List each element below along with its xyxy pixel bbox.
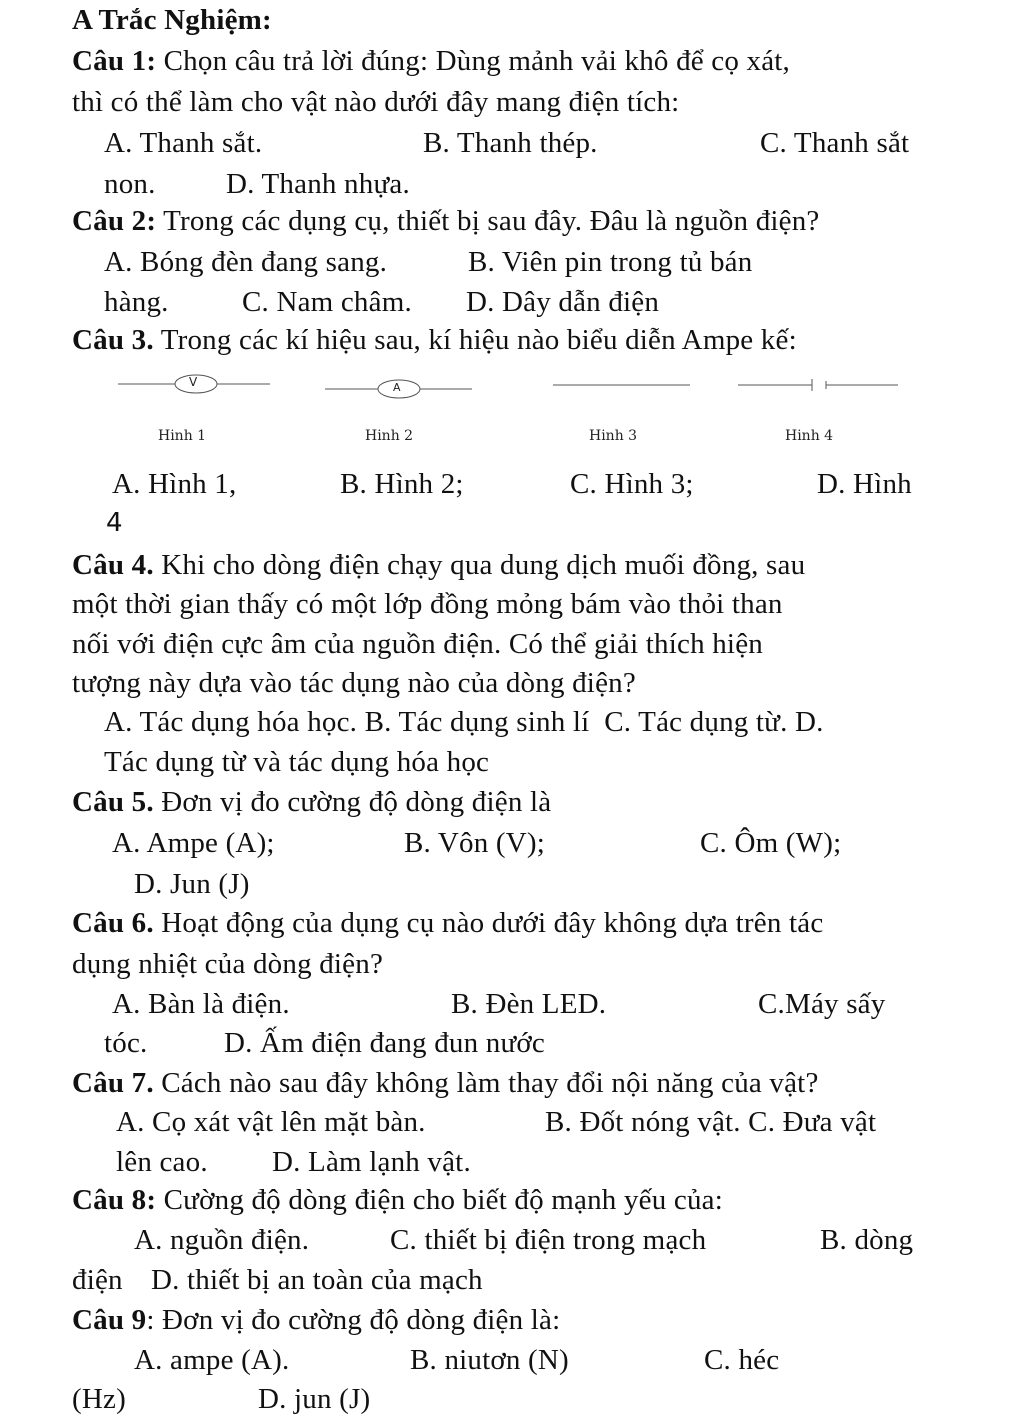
option-b: B. Viên pin trong tủ bán: [468, 246, 753, 278]
option-a: A. nguồn điện.: [134, 1224, 310, 1256]
options-line: D. Làm lạnh vật.: [272, 1146, 471, 1178]
question-8: Câu 8: Cường độ dòng điện cho biết độ mạnh yếu của:: [72, 1184, 723, 1216]
figure-caption: Hinh 2: [365, 428, 414, 444]
figure-caption: Hinh 4: [785, 428, 834, 444]
question-text: thì có thể làm cho vật nào dưới đây mang điện tích:: [72, 86, 680, 118]
option-c: C. Thanh sắt: [760, 127, 910, 159]
options-line: lên cao.: [116, 1146, 208, 1178]
option-c-cont: non.: [104, 168, 156, 200]
option-d: D. Hình: [817, 468, 912, 500]
question-label: Câu 8:: [72, 1184, 157, 1216]
option-c: C. Ôm (W);: [700, 827, 842, 859]
option-d: D. Ấm điện đang đun nước: [224, 1027, 545, 1059]
option-b: B. Đèn LED.: [451, 988, 607, 1020]
figure-4-battery: [738, 379, 898, 391]
option-b: B. dòng: [820, 1224, 914, 1256]
option-b: B. Thanh thép.: [423, 127, 598, 159]
option-d: D. Dây dẫn điện: [466, 286, 660, 318]
options-line: A. Tác dụng hóa học. B. Tác dụng sinh lí C. Tác dụng từ. D.: [104, 706, 824, 738]
option-a: A. ampe (A).: [134, 1344, 290, 1376]
question-text: nối với điện cực âm của nguồn điện. Có thể giải thích hiện: [72, 628, 763, 660]
option-d-cont: 4: [106, 508, 123, 538]
option-c-cont: (Hz): [72, 1383, 126, 1415]
question-label: Câu 2:: [72, 205, 157, 237]
question-3: Câu 3. Trong các kí hiệu sau, kí hiệu nào biểu diễn Ampe kế:: [72, 324, 797, 356]
option-d: D. Thanh nhựa.: [226, 168, 410, 200]
question-7: Câu 7. Cách nào sau đây không làm thay đổi nội năng của vật?: [72, 1067, 819, 1099]
option-b: B. Vôn (V);: [404, 827, 546, 859]
question-5: Câu 5. Đơn vị đo cường độ dòng điện là: [72, 786, 552, 818]
question-label: Câu 4.: [72, 549, 154, 581]
options-line: B. Đốt nóng vật. C. Đưa vật: [545, 1106, 877, 1138]
option-b: B. Hình 2;: [340, 468, 464, 500]
option-a: A. Hình 1,: [112, 468, 237, 500]
option-d: D. thiết bị an toàn của mạch: [151, 1264, 483, 1296]
option-d: D. jun (J): [258, 1383, 371, 1415]
question-label: Câu 9: [72, 1304, 147, 1336]
question-text: dụng nhiệt của dòng điện?: [72, 948, 384, 980]
option-c: C. thiết bị điện trong mạch: [390, 1224, 707, 1256]
option-a: A. Ampe (A);: [112, 827, 275, 859]
option-c: C. Hình 3;: [570, 468, 694, 500]
option-c-cont: tóc.: [104, 1027, 148, 1059]
option-b-cont: điện: [72, 1264, 123, 1296]
question-9: Câu 9: Đơn vị đo cường độ dòng điện là:: [72, 1304, 561, 1336]
option-a: A. Bàn là điện.: [112, 988, 290, 1020]
options-line: A. Cọ xát vật lên mặt bàn.: [116, 1106, 426, 1138]
question-1: Câu 1: Chọn câu trả lời đúng: Dùng mảnh vải khô để cọ xát,: [72, 45, 790, 77]
option-b: B. niutơn (N): [410, 1344, 569, 1376]
option-c: C.Máy sấy: [758, 988, 886, 1020]
figure-caption: Hinh 1: [158, 428, 207, 444]
question-2: Câu 2: Trong các dụng cụ, thiết bị sau đây. Đâu là nguồn điện?: [72, 205, 820, 237]
question-6: Câu 6. Hoạt động của dụng cụ nào dưới đây không dựa trên tác: [72, 907, 824, 939]
option-c: C. héc: [704, 1344, 780, 1376]
voltmeter-symbol-letter: V: [189, 375, 198, 389]
question-text: một thời gian thấy có một lớp đồng mỏng bám vào thỏi than: [72, 588, 783, 620]
question-4: Câu 4. Khi cho dòng điện chạy qua dung dịch muối đồng, sau: [72, 549, 806, 581]
figure-caption: Hinh 3: [589, 428, 638, 444]
ammeter-symbol-letter: A: [393, 381, 401, 394]
page-title: A Trắc Nghiệm:: [72, 4, 272, 36]
option-a: A. Thanh sắt.: [104, 127, 263, 159]
question-label: Câu 6.: [72, 907, 154, 939]
question-label: Câu 5.: [72, 786, 154, 818]
option-d: D. Jun (J): [134, 868, 250, 900]
question-label: Câu 1:: [72, 45, 157, 77]
question-label: Câu 7.: [72, 1067, 154, 1099]
options-line: Tác dụng từ và tác dụng hóa học: [104, 746, 490, 778]
option-b-cont: hàng.: [104, 286, 169, 318]
question-text: tượng này dựa vào tác dụng nào của dòng điện?: [72, 667, 636, 699]
question-label: Câu 3.: [72, 324, 154, 356]
option-c: C. Nam châm.: [242, 286, 412, 318]
option-a: A. Bóng đèn đang sang.: [104, 246, 388, 278]
